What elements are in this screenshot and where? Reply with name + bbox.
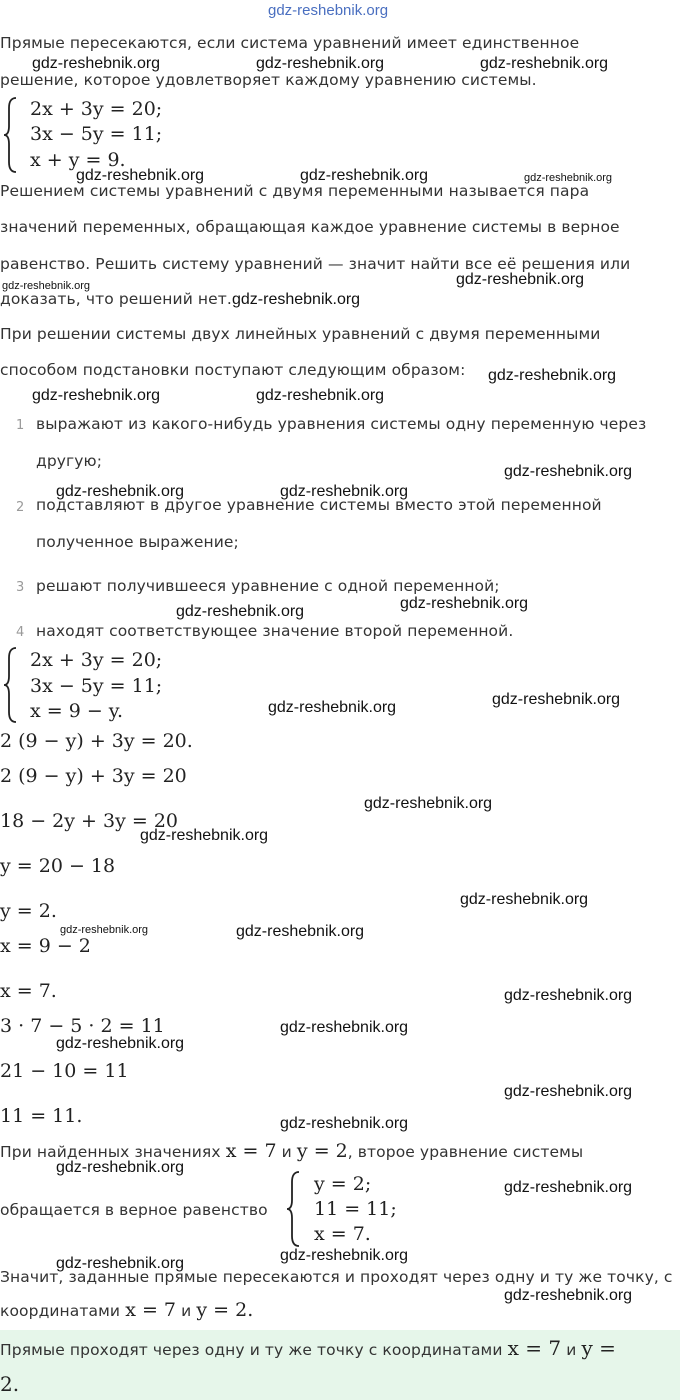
watermark[interactable]: gdz-reshebnik.org bbox=[256, 55, 385, 72]
system2-eq-1: 2x + 3y = 20; bbox=[30, 649, 163, 671]
system3-brace bbox=[285, 1170, 301, 1248]
watermark[interactable]: gdz-reshebnik.org bbox=[60, 924, 149, 936]
calc-line-2: 2 (9 − y) + 3y = 20 bbox=[0, 765, 187, 787]
system1-eq-1: 2x + 3y = 20; bbox=[30, 98, 163, 120]
watermark[interactable]: gdz-reshebnik.org bbox=[488, 367, 617, 384]
calc-line-1: 2 (9 − y) + 3y = 20. bbox=[0, 730, 193, 752]
answer-pre: Прямые проходят через одну и ту же точку с координатами bbox=[0, 1341, 503, 1359]
calc-line-5: y = 2. bbox=[0, 900, 57, 922]
step-4-line-1: находят соответствующее значение второй переменной. bbox=[36, 622, 514, 640]
definition-line-3: равенство. Решить систему уравнений — значит найти все её решения или bbox=[0, 255, 631, 273]
definition-line-4: доказать, что решений нет. bbox=[0, 290, 232, 308]
watermark[interactable]: gdz-reshebnik.org bbox=[364, 795, 493, 812]
watermark[interactable]: gdz-reshebnik.org bbox=[2, 280, 91, 292]
step-1-line-1: выражают из какого-нибудь уравнения системы одну переменную через bbox=[36, 415, 647, 433]
intro-line-2: решение, которое удовлетворяет каждому уравнению системы. bbox=[0, 71, 537, 89]
calc-line-10: 11 = 11. bbox=[0, 1105, 83, 1127]
watermark[interactable]: gdz-reshebnik.org bbox=[140, 827, 269, 844]
watermark[interactable]: gdz-reshebnik.org bbox=[504, 1179, 633, 1196]
watermark[interactable]: gdz-reshebnik.org bbox=[300, 167, 429, 184]
calc-line-7: x = 7. bbox=[0, 980, 57, 1002]
step-1-number: 1 bbox=[16, 418, 25, 433]
watermark[interactable]: gdz-reshebnik.org bbox=[56, 1035, 185, 1052]
check-y: y = 2 bbox=[296, 1140, 348, 1162]
system3-eq-3: x = 7. bbox=[314, 1223, 371, 1245]
check-x: x = 7 bbox=[225, 1140, 277, 1162]
conclusion-pre: координатами bbox=[0, 1302, 121, 1320]
conclusion-and: и bbox=[181, 1302, 192, 1320]
intro-line-1: Прямые пересекаются, если система уравнений имеет единственное bbox=[0, 34, 580, 52]
answer-line-1 bbox=[0, 1336, 616, 1360]
watermark[interactable]: gdz-reshebnik.org bbox=[480, 55, 609, 72]
watermark[interactable]: gdz-reshebnik.org bbox=[280, 1019, 409, 1036]
watermark[interactable]: gdz-reshebnik.org bbox=[280, 1115, 409, 1132]
conclusion-line-1: Значит, заданные прямые пересекаются и проходят через одну и ту же точку, с bbox=[0, 1268, 673, 1286]
watermark[interactable]: gdz-reshebnik.org bbox=[280, 483, 409, 500]
watermark[interactable]: gdz-reshebnik.org bbox=[256, 387, 385, 404]
watermark[interactable]: gdz-reshebnik.org bbox=[524, 172, 613, 184]
watermark[interactable]: gdz-reshebnik.org bbox=[492, 691, 621, 708]
watermark[interactable]: gdz-reshebnik.org bbox=[460, 891, 589, 908]
watermark[interactable]: gdz-reshebnik.org bbox=[504, 463, 633, 480]
watermark[interactable]: gdz-reshebnik.org bbox=[32, 387, 161, 404]
watermark[interactable]: gdz-reshebnik.org bbox=[504, 1287, 633, 1304]
system1-eq-3: x + y = 9. bbox=[30, 149, 126, 171]
watermark[interactable]: gdz-reshebnik.org bbox=[32, 55, 161, 72]
check-line-2: обращается в верное равенство bbox=[0, 1201, 268, 1219]
watermark[interactable]: gdz-reshebnik.org bbox=[56, 483, 185, 500]
definition-line-1: Решением системы уравнений с двумя переменными называется пара bbox=[0, 182, 590, 200]
answer-and: и bbox=[566, 1341, 577, 1359]
step-2-line-2: полученное выражение; bbox=[36, 533, 239, 551]
watermark[interactable]: gdz-reshebnik.org bbox=[400, 595, 529, 612]
calc-line-8: 3 · 7 − 5 · 2 = 11 bbox=[0, 1015, 165, 1037]
answer-x: x = 7 bbox=[507, 1336, 562, 1360]
system2-eq-2: 3x − 5y = 11; bbox=[30, 675, 163, 697]
calc-line-6: x = 9 − 2 bbox=[0, 935, 91, 957]
watermark[interactable]: gdz-reshebnik.org bbox=[76, 167, 205, 184]
conclusion-line-2 bbox=[0, 1299, 253, 1321]
method-line-2: способом подстановки поступают следующим образом: bbox=[0, 361, 466, 379]
conclusion-x: x = 7 bbox=[125, 1299, 176, 1321]
calc-line-9: 21 − 10 = 11 bbox=[0, 1060, 129, 1082]
step-3-number: 3 bbox=[16, 580, 25, 595]
watermark[interactable]: gdz-reshebnik.org bbox=[56, 1255, 185, 1272]
watermark[interactable]: gdz-reshebnik.org bbox=[56, 1159, 185, 1176]
watermark[interactable]: gdz-reshebnik.org bbox=[456, 271, 585, 288]
answer-line-2: 2. bbox=[0, 1372, 20, 1396]
system2-eq-3: x = 9 − y. bbox=[30, 700, 124, 722]
step-2-line-1: подставляют в другое уравнение системы вместо этой переменной bbox=[36, 496, 602, 514]
step-1-line-2: другую; bbox=[36, 452, 103, 470]
watermark[interactable]: gdz-reshebnik.org bbox=[236, 923, 365, 940]
watermark[interactable]: gdz-reshebnik.org bbox=[268, 699, 397, 716]
watermark[interactable]: gdz-reshebnik.org bbox=[504, 987, 633, 1004]
answer-y: y = bbox=[581, 1336, 616, 1360]
watermark[interactable]: gdz-reshebnik.org bbox=[232, 291, 361, 308]
check-post: , второе уравнение системы bbox=[347, 1143, 584, 1161]
answer-box bbox=[0, 1330, 680, 1400]
system3-eq-1: y = 2; bbox=[314, 1173, 372, 1195]
system3-eq-2: 11 = 11; bbox=[314, 1198, 397, 1220]
calc-line-3: 18 − 2y + 3y = 20 bbox=[0, 810, 178, 832]
method-line-1: При решении системы двух линейных уравнений с двумя переменными bbox=[0, 325, 601, 343]
calc-line-4: y = 20 − 18 bbox=[0, 855, 116, 877]
watermark[interactable]: gdz-reshebnik.org bbox=[504, 1083, 633, 1100]
check-and: и bbox=[281, 1143, 292, 1161]
watermark[interactable]: gdz-reshebnik.org bbox=[280, 1247, 409, 1264]
check-pre: При найденных значениях bbox=[0, 1143, 221, 1161]
system1-eq-2: 3x − 5y = 11; bbox=[30, 123, 163, 145]
step-3-line-1: решают получившееся уравнение с одной переменной; bbox=[36, 577, 500, 595]
system2-brace bbox=[2, 646, 18, 724]
conclusion-y: y = 2. bbox=[196, 1299, 254, 1321]
system1-brace bbox=[2, 96, 18, 174]
definition-line-2: значений переменных, обращающая каждое уравнение системы в верное bbox=[0, 218, 620, 236]
step-4-number: 4 bbox=[16, 625, 25, 640]
watermark-top[interactable]: gdz-reshebnik.org bbox=[268, 2, 389, 19]
step-2-number: 2 bbox=[16, 500, 25, 515]
watermark[interactable]: gdz-reshebnik.org bbox=[176, 603, 305, 620]
